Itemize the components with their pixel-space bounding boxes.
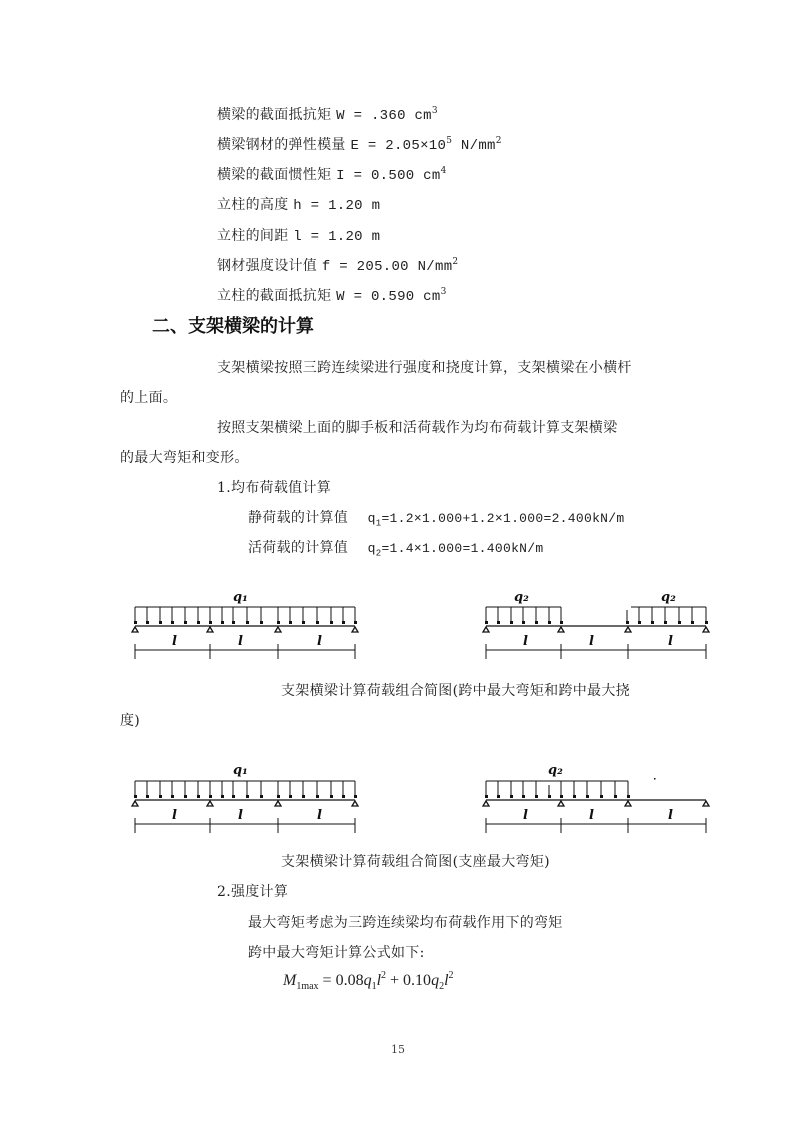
param-value: h = 1.20 m — [293, 198, 381, 214]
param-sup: 2 — [495, 136, 502, 146]
param-value: I = 0.500 cm — [336, 168, 441, 184]
page-number: 15 — [391, 1043, 405, 1056]
svg-text:l: l — [238, 634, 243, 649]
live-load-line — [248, 539, 543, 563]
live-load-label: 活荷载的计算值 — [248, 540, 349, 556]
svg-text:q₂: q₂ — [548, 763, 563, 778]
param-label: 立柱的高度 — [217, 197, 289, 213]
param-sup: 3 — [440, 287, 447, 297]
svg-text:l: l — [589, 634, 594, 649]
paragraph-1-line-1: 支架横梁按照三跨连续梁进行强度和挠度计算，支架横梁在小横杆 — [217, 360, 632, 376]
subsection-1-title: 1.均布荷载值计算 — [217, 480, 332, 496]
svg-text:l: l — [523, 808, 528, 823]
param-sup: 5 — [446, 136, 453, 146]
live-load-value: $q_2=1.4\times 1.000=1.400kN/m$ — [367, 541, 544, 559]
section-heading: 二、支架横梁的计算 — [152, 316, 314, 337]
strength-text-line-1: 最大弯矩考虑为三跨连续梁均布荷载作用下的弯矩 — [248, 915, 563, 931]
svg-text:l: l — [238, 808, 243, 823]
dead-load-value: $q_1=1.2\times 1.000+1.2\times 1.000=2.400kN/m$ — [367, 511, 625, 529]
beam-diagram-q1-full-2 — [125, 757, 370, 837]
param-section-modulus-beam — [217, 106, 438, 125]
param-label: 横梁钢材的弹性模量 — [217, 137, 346, 153]
param-label: 横梁的截面惯性矩 — [217, 167, 332, 183]
beam-diagram-q2-support — [476, 757, 721, 837]
param-value: E = 2.05×10 — [350, 138, 447, 154]
paragraph-1-line-2: 的上面。 — [120, 390, 178, 406]
svg-text:l: l — [317, 634, 322, 649]
diagram-caption-1-line-1: 支架横梁计算荷载组合简图(跨中最大弯矩和跨中最大挠 — [281, 683, 630, 699]
param-sup: 2 — [452, 257, 459, 267]
param-steel-strength — [217, 257, 458, 276]
beam-diagram-q2-alternate — [476, 585, 721, 665]
svg-text:q₁: q₁ — [233, 763, 248, 778]
svg-text:l: l — [668, 634, 673, 649]
param-label: 立柱的间距 — [217, 228, 289, 244]
svg-text:l: l — [523, 634, 528, 649]
param-elastic-modulus — [217, 136, 502, 155]
svg-text:l: l — [668, 808, 673, 823]
param-value: W = .360 cm — [336, 108, 432, 124]
subsection-2-title: 2.强度计算 — [217, 884, 289, 900]
max-moment-formula: $M_{1max} = 0.08q_1l^2 + 0.10q_2l^2$ — [283, 970, 454, 992]
beam-diagram-q1-full-1 — [125, 585, 370, 665]
param-moment-of-inertia — [217, 166, 447, 185]
param-unit: N/mm — [452, 138, 496, 154]
param-value: W = 0.590 cm — [336, 289, 441, 305]
diagram-caption-2: 支架横梁计算荷载组合简图(支座最大弯矩) — [281, 854, 550, 870]
dead-load-label: 静荷载的计算值 — [248, 510, 349, 526]
dead-load-line — [248, 509, 625, 533]
param-section-modulus-column — [217, 287, 447, 306]
diagram-caption-1-line-2: 度) — [120, 713, 141, 729]
paragraph-2-line-1: 按照支架横梁上面的脚手板和活荷载作为均布荷载计算支架横梁 — [217, 420, 618, 436]
svg-text:q₁: q₁ — [233, 590, 248, 605]
strength-text-line-2: 跨中最大弯矩计算公式如下: — [248, 945, 425, 961]
svg-text:l: l — [317, 808, 322, 823]
param-column-spacing — [217, 227, 380, 246]
param-sup: 3 — [431, 106, 438, 116]
svg-text:l: l — [172, 634, 177, 649]
param-label: 钢材强度设计值 — [217, 258, 318, 274]
paragraph-2-line-2: 的最大弯矩和变形。 — [120, 450, 249, 466]
param-value: l = 1.20 m — [293, 229, 381, 245]
svg-text:q₂: q₂ — [661, 590, 676, 605]
param-label: 立柱的截面抵抗矩 — [217, 288, 332, 304]
param-label: 横梁的截面抵抗矩 — [217, 107, 332, 123]
param-column-height — [217, 196, 380, 215]
svg-text:l: l — [172, 808, 177, 823]
param-sup: 4 — [440, 166, 447, 176]
svg-text:l: l — [589, 808, 594, 823]
svg-text:q₂: q₂ — [514, 590, 529, 605]
param-value: f = 205.00 N/mm — [321, 259, 453, 275]
